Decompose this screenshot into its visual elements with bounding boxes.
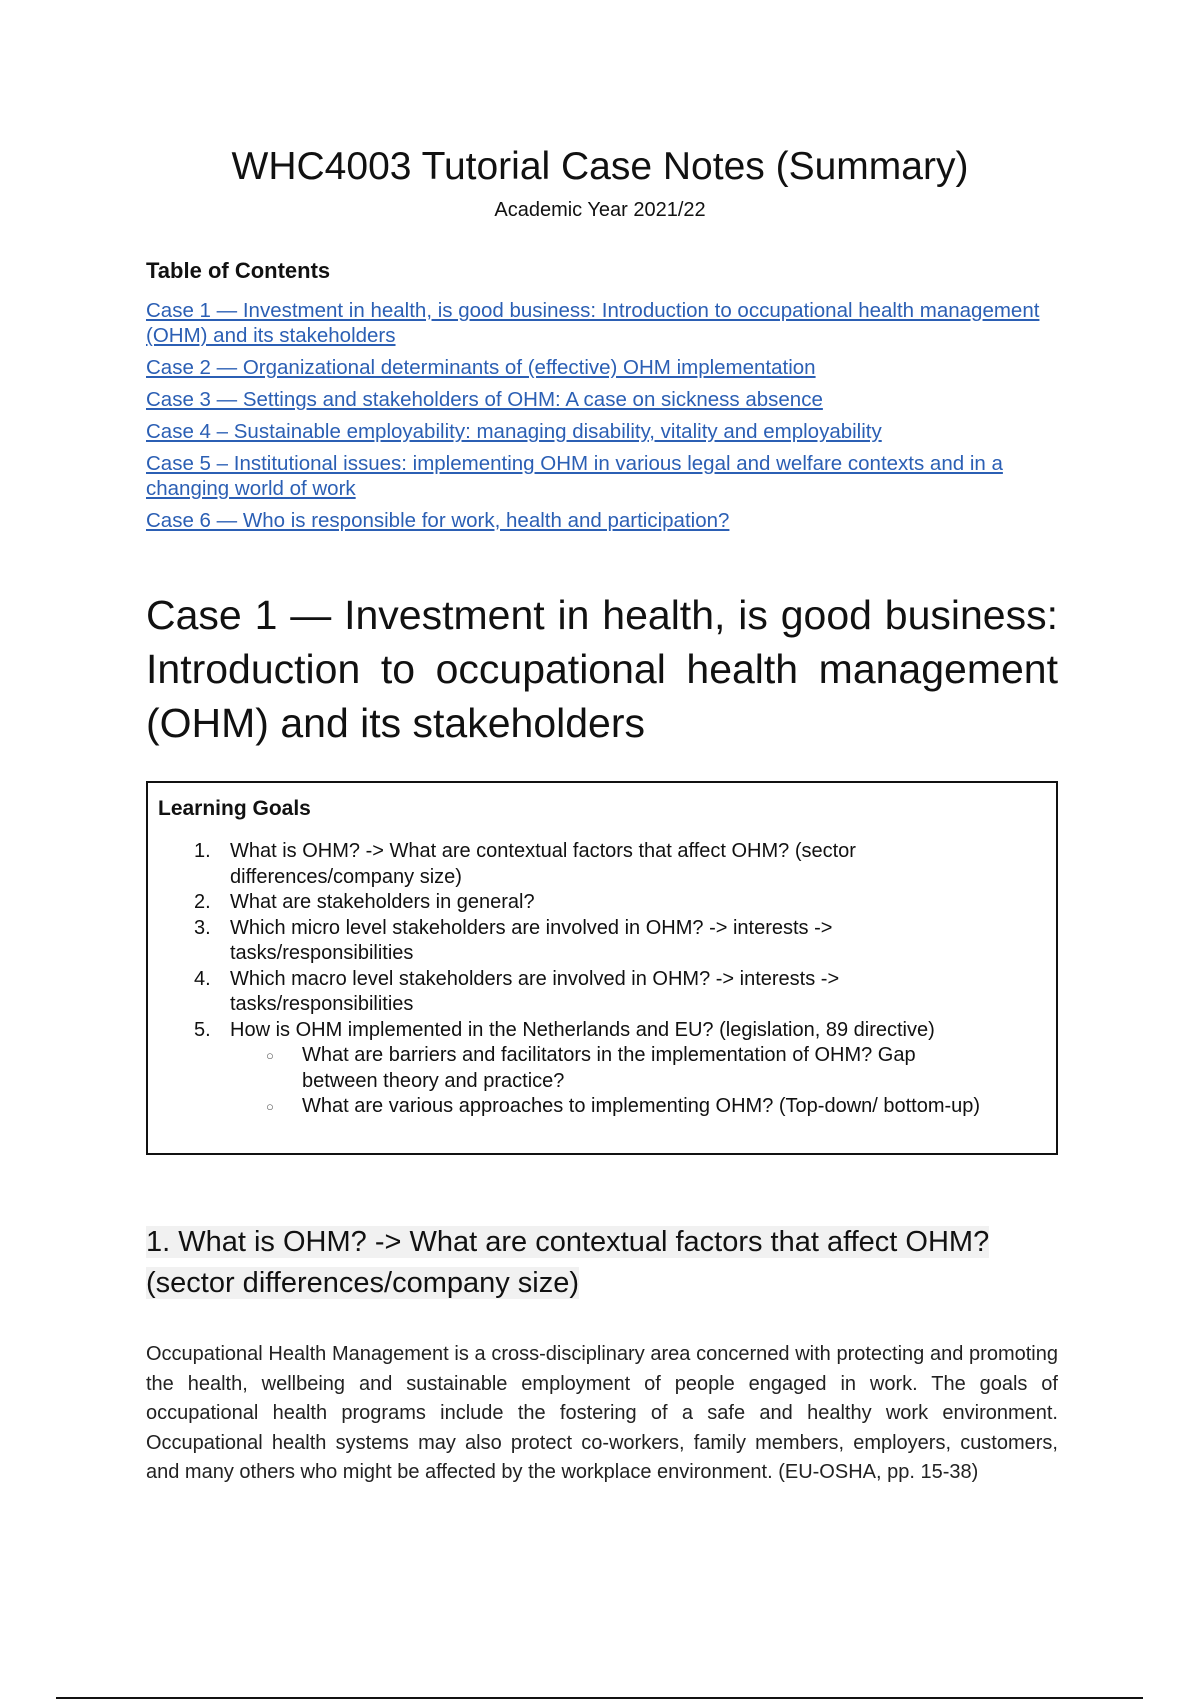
circle-bullet-icon: ○ bbox=[266, 1048, 274, 1063]
circle-bullet-icon: ○ bbox=[266, 1099, 274, 1114]
goal-item bbox=[194, 967, 994, 1018]
case-1-heading: Case 1 — Investment in health, is good business: Introduction to occupational health management (OHM) and its stakeholders bbox=[146, 592, 1058, 746]
goal-number: 1. bbox=[194, 840, 211, 862]
document-title: WHC4003 Tutorial Case Notes (Summary) bbox=[231, 145, 969, 188]
goal-item bbox=[194, 916, 994, 967]
goal-subitem-text: What are barriers and facilitators in the implementation of OHM? Gap between theory and practice? bbox=[302, 1044, 916, 1092]
document-subtitle: Academic Year 2021/22 bbox=[494, 199, 706, 221]
goal-item bbox=[194, 1018, 994, 1044]
goal-text: Which macro level stakeholders are involved in OHM? -> interests -> tasks/responsibilities bbox=[230, 967, 840, 1015]
learning-goals-title: Learning Goals bbox=[158, 797, 311, 820]
goal-text: What are stakeholders in general? bbox=[230, 891, 535, 913]
goal-text: What is OHM? -> What are contextual factors that affect OHM? (sector differences/company size) bbox=[230, 840, 856, 888]
goal-number: 3. bbox=[194, 916, 211, 939]
goal-item bbox=[194, 839, 994, 890]
toc-heading: Table of Contents bbox=[146, 258, 331, 283]
section-heading bbox=[146, 1222, 1058, 1304]
toc-link-case-3[interactable]: Case 3 — Settings and stakeholders of OHM: A case on sickness absence bbox=[146, 388, 823, 411]
learning-goals-box bbox=[146, 781, 1058, 1155]
goal-number: 4. bbox=[194, 967, 211, 990]
goal-subitem bbox=[266, 1094, 994, 1120]
toc-link-case-6[interactable]: Case 6 — Who is responsible for work, health and participation? bbox=[146, 509, 730, 532]
goal-number: 5. bbox=[194, 1018, 211, 1041]
table-of-contents bbox=[146, 298, 1066, 540]
toc-link-case-1[interactable]: Case 1 — Investment in health, is good business: Introduction to occupational health management (OHM) and its stakeholders bbox=[146, 299, 1040, 347]
learning-goals-list bbox=[194, 839, 994, 1120]
goal-item bbox=[194, 890, 994, 916]
body-paragraph: Occupational Health Management is a cross-disciplinary area concerned with protecting and promoting the health, wellbeing and sustainable employment of people engaged in work. The goals of occupational health programs include the fostering of a safe and healthy work environment. Occupational health systems may also protect co-workers, family members, employers, customers, and many others who might be affected by the workplace environment. (EU-OSHA, pp. 15-38) bbox=[146, 1343, 1058, 1484]
goal-number: 2. bbox=[194, 891, 211, 913]
toc-link-case-5[interactable]: Case 5 – Institutional issues: implementing OHM in various legal and welfare contexts and in a changing world of work bbox=[146, 452, 1003, 500]
goal-text: Which micro level stakeholders are involved in OHM? -> interests -> tasks/responsibilities bbox=[230, 916, 833, 964]
goal-text: How is OHM implemented in the Netherlands and EU? (legislation, 89 directive) bbox=[230, 1018, 935, 1041]
section-heading-text: 1. What is OHM? -> What are contextual factors that affect OHM? (sector differences/company size) bbox=[146, 1226, 990, 1299]
toc-link-case-2[interactable]: Case 2 — Organizational determinants of (effective) OHM implementation bbox=[146, 356, 816, 379]
toc-link-case-4[interactable]: Case 4 – Sustainable employability: managing disability, vitality and employability bbox=[146, 420, 882, 443]
goal-subitem bbox=[266, 1043, 994, 1094]
page-bottom-rule bbox=[56, 1697, 1143, 1699]
goal-subitem-text: What are various approaches to implementing OHM? (Top-down/ bottom-up) bbox=[302, 1095, 981, 1117]
